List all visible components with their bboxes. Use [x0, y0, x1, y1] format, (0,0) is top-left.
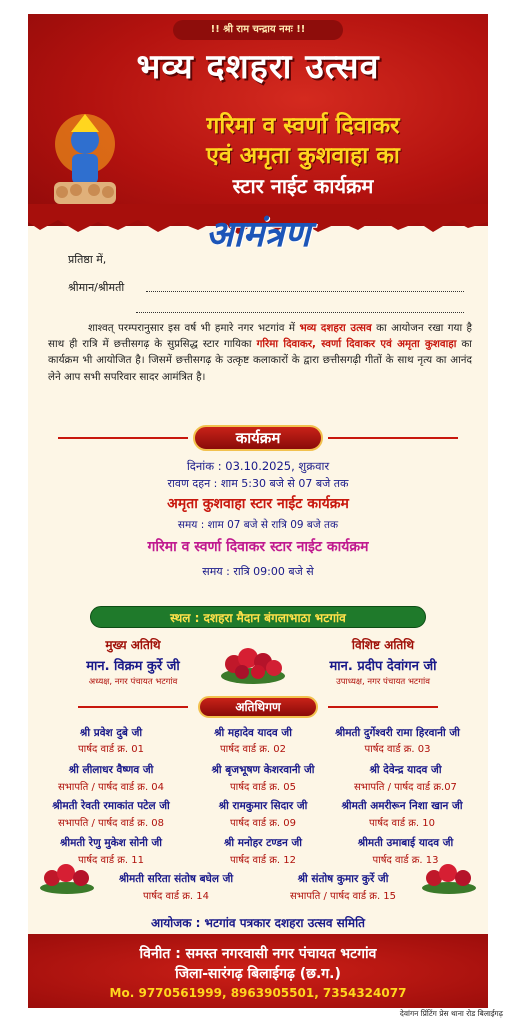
guest-name: श्रीमती अमरीरून निशा खान जी [341, 800, 463, 812]
ravan-dahan-time: रावण दहन : शाम 5:30 बजे से 07 बजे तक [167, 477, 349, 490]
guest-name: श्री देवेन्द्र यादव जी [369, 764, 442, 776]
chief-guest-role: अध्यक्ष, नगर पंचायत भटगांव [88, 677, 178, 687]
guest-role: सभापति / पार्षद वार्ड क्र. 15 [289, 891, 397, 902]
rose-bouquet-icon [218, 642, 288, 686]
divider [328, 706, 438, 708]
guest-role: सभापति / पार्षद वार्ड क्र. 04 [57, 782, 165, 793]
special-guest-heading: विशिष्ट अतिथि [351, 638, 415, 652]
event-1-title: अमृता कुशवाहा स्टार नाईट कार्यक्रम [167, 496, 349, 512]
ravana-icon [46, 110, 124, 210]
guest-role: पार्षद वार्ड क्र. 10 [369, 818, 435, 829]
guest-role: पार्षद वार्ड क्र. 09 [230, 818, 296, 829]
guest-name: श्री लीलाधर वैष्णव जी [68, 764, 154, 776]
guest-role: पार्षद वार्ड क्र. 01 [78, 744, 144, 755]
paragraph-text: शाश्वत् परम्परानुसार इस वर्ष भी हमारे नगर भटगांव में [88, 322, 300, 334]
mantra-banner: !! श्री राम चन्द्राय नमः !! [173, 20, 343, 40]
guest-name: श्री रामकुमार सिदार जी [218, 800, 308, 812]
guest-name: श्रीमती रेवती रमाकांत पटेल जी [52, 800, 170, 812]
footer-vineet: विनीत : समस्त नगरवासी नगर पंचायत भटगांव [139, 946, 377, 962]
guest-role: पार्षद वार्ड क्र. 03 [364, 744, 431, 755]
rose-bouquet-icon [420, 860, 478, 896]
event-2-title: गरिमा व स्वर्णा दिवाकर स्टार नाईट कार्यक्रम [147, 539, 369, 555]
paragraph-highlight: गरिमा दिवाकर, स्वर्णा दिवाकर एवं अमृता कुशवाहा [256, 338, 457, 351]
guest-role: पार्षद वार्ड क्र. 12 [230, 855, 296, 866]
guest-name: श्री बृजभूषण केशरवानी जी [211, 764, 315, 776]
guest-name: श्रीमती दुर्गेश्वरी रामा हिरवानी जी [335, 727, 460, 739]
chief-guest-name: मान. विक्रम कुर्रे जी [86, 659, 180, 674]
guest-role: पार्षद वार्ड क्र. 11 [78, 855, 144, 866]
guest-role: पार्षद वार्ड क्र. 02 [220, 744, 286, 755]
organizer-line: आयोजक : भटगांव पत्रकार दशहरा उत्सव समिति [150, 916, 366, 930]
salutation-label: श्रीमान/श्रीमती [68, 281, 125, 294]
printer-credit: देवांगन प्रिंटिंग प्रेस थाना रोड बिलाईगढ़ [399, 1009, 503, 1018]
rose-bouquet-icon [38, 860, 96, 896]
dotted-line [146, 291, 464, 292]
paragraph-text: का कार्यक्रम भी आयोजित है। जिसमें छत्तीसगढ़ के उत्कृष्ट कलाकारों के द्वारा छत्तीसगढ़ी गीतों के साथ नृत्य का आनंद लेने आप सभी सपरिवार सादर आमंत्रित है। [48, 338, 472, 383]
artists-line-2: एवं अमृता कुशवाहा का [206, 142, 400, 169]
invitation-card [28, 14, 488, 1008]
guest-name: श्री संतोष कुमार कुर्रे जी [297, 873, 389, 885]
guest-name: श्रीमती सरिता संतोष बघेल जी [118, 873, 234, 885]
footer-banner [28, 934, 488, 1008]
guest-name: श्रीमती रेणु मुकेश सोनी जी [59, 837, 162, 849]
event-title: भव्य दशहरा उत्सव [136, 47, 380, 87]
guest-name: श्री मनोहर टण्डन जी [223, 837, 303, 849]
invitation-heading: आमंत्रण [205, 213, 311, 255]
divider [58, 437, 188, 439]
venue-banner: स्थल : दशहरा मैदान बंगलाभाठा भटगांव [90, 606, 426, 628]
dotted-line [136, 312, 464, 313]
program-title: स्टार नाईट कार्यक्रम [232, 174, 374, 198]
guest-role: सभापति / पार्षद वार्ड क्र.07 [354, 782, 457, 793]
event-2-time: समय : रात्रि 09:00 बजे से [202, 565, 314, 578]
guest-name: श्रीमती उमाबाई यादव जी [357, 837, 454, 849]
guest-role: पार्षद वार्ड क्र. 14 [143, 891, 209, 902]
chief-guest-heading: मुख्य अतिथि [105, 638, 161, 652]
footer-phones: Mo. 9770561999, 8963905501, 7354324077 [109, 986, 407, 1000]
paragraph-highlight: भव्य दशहरा उत्सव [299, 322, 372, 334]
guest-role: पार्षद वार्ड क्र. 13 [372, 855, 439, 866]
invitation-paragraph [48, 320, 472, 385]
artists-line-1: गरिमा व स्वर्णा दिवाकर [206, 112, 400, 139]
guest-role: पार्षद वार्ड क्र. 05 [230, 782, 296, 793]
guest-role: सभापति / पार्षद वार्ड क्र. 08 [57, 818, 165, 829]
divider [78, 706, 188, 708]
special-guest-role: उपाध्यक्ष, नगर पंचायत भटगांव [336, 677, 430, 687]
schedule-heading: कार्यक्रम [193, 425, 323, 451]
prestige-label: प्रतिष्ठा में, [68, 253, 107, 266]
paragraph-text: का आयोजन रखा गया है साथ ही रात्रि में छत्तीसगढ़ के सुप्रसिद्ध स्टार गायिका [48, 322, 472, 351]
divider [328, 437, 458, 439]
footer-district: जिला-सारंगढ़ बिलाईगढ़ (छ.ग.) [175, 966, 341, 982]
guest-name: श्री महादेव यादव जी [214, 727, 292, 739]
event-1-time: समय : शाम 07 बजे से रात्रि 09 बजे तक [177, 519, 339, 531]
guests-heading: अतिथिगण [198, 696, 318, 718]
event-date: दिनांक : 03.10.2025, शुक्रवार [186, 459, 330, 473]
guest-name: श्री प्रवेश दुबे जी [79, 727, 143, 739]
special-guest-name: मान. प्रदीप देवांगन जी [329, 659, 437, 674]
